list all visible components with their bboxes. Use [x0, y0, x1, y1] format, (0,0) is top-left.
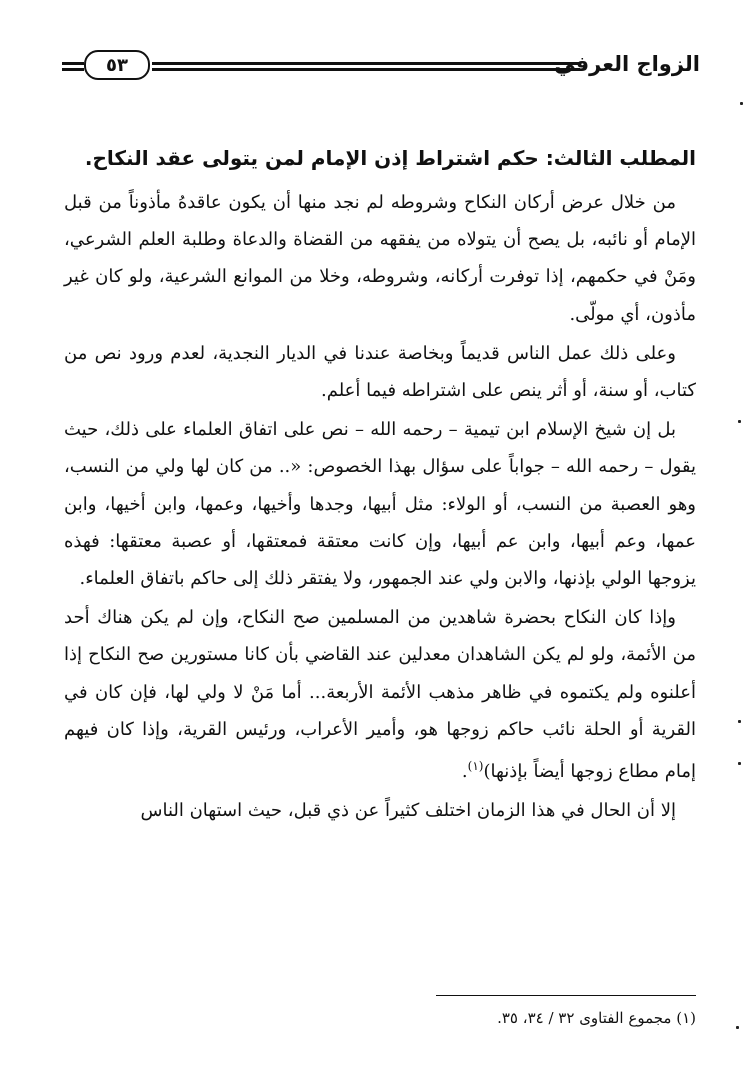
paragraph: إلا أن الحال في هذا الزمان اختلف كثيراً عن ذي قبل، حيث استهان الناس	[140, 800, 676, 822]
footnote-marker: (١)	[467, 759, 484, 774]
footnote-separator	[436, 995, 696, 996]
footnote: (١) مجموع الفتاوى ٣٢ / ٣٤، ٣٥.	[497, 1009, 696, 1027]
scan-speck	[736, 1026, 739, 1029]
scan-speck	[740, 102, 743, 105]
running-title: الزواج العرفي	[554, 52, 700, 76]
paragraph: من خلال عرض أركان النكاح وشروطه لم نجد منها أن يكون عاقدهُ مأذوناً من قبل الإمام أو نائبه، بل يصح أن يتولاه من يفقهه من القضاة والدعاة وطلبة العلم الشرعي، ومَنْ في حكمهم، إذا توفرت أركانه، وشروطه، وخلا من الموانع الشرعية، ولو كان غير مأذون، أي مولّى.	[64, 192, 697, 325]
paragraph	[64, 599, 696, 790]
main-text	[64, 140, 696, 831]
scan-speck	[738, 420, 741, 423]
scan-speck	[738, 762, 741, 765]
page-number-frame	[84, 50, 150, 80]
header-rule	[152, 62, 580, 71]
page-header	[62, 50, 700, 84]
scan-speck	[738, 720, 741, 723]
paragraph: وعلى ذلك عمل الناس قديماً وبخاصة عندنا في الديار النجدية، لعدم ورود نص من كتاب، أو سنة، أو أثر ينص على اشتراطه فيما أعلم.	[64, 342, 696, 402]
section-title: المطلب الثالث: حكم اشتراط إذن الإمام لمن يتولى عقد النكاح.	[84, 146, 696, 170]
paragraph: بل إن شيخ الإسلام ابن تيمية – رحمه الله – نص على اتفاق العلماء على ذلك، حيث يقول – رحمه الله – جواباً على سؤال بهذا الخصوص: «.. من كان لها ولي من النسب، وهو العصبة من النسب، أو الولاء: مثل أبيها، وجدها وأخيها، وعمها، وابن أخيها، وابن عمها، وعم أبيها، وابن عم أبيها، وإن كانت معتقة فمعتقها، أو عصبة معتقها: فهذه يزوجها الولي بإذنها، والابن ولي عند الجمهور، ولا يفتقر ذلك إلى حاكم باتفاق العلماء.	[64, 419, 696, 590]
page-number: ٥٣	[106, 54, 128, 76]
paragraph-text: وإذا كان النكاح بحضرة شاهدين من المسلمين صح النكاح، وإن لم يكن هناك أحد من الأئمة، ولو لم يكن الشاهدان معدلين عند القاضي بأن كانا مستورين صح النكاح إذا أعلنوه ولم يكتموه في ظاهر مذهب الأئمة الأربعة... أما مَنْ لا ولي لها، فإن كان في القرية أو الحلة نائب حاكم زوجها هو، وأمير الأعراب، ورئيس القرية، وإذا كان فيهم إمام مطاع زوجها أيضاً بإذنها)	[64, 607, 696, 783]
header-rule-end	[62, 62, 84, 71]
paragraph-period: .	[461, 761, 468, 783]
